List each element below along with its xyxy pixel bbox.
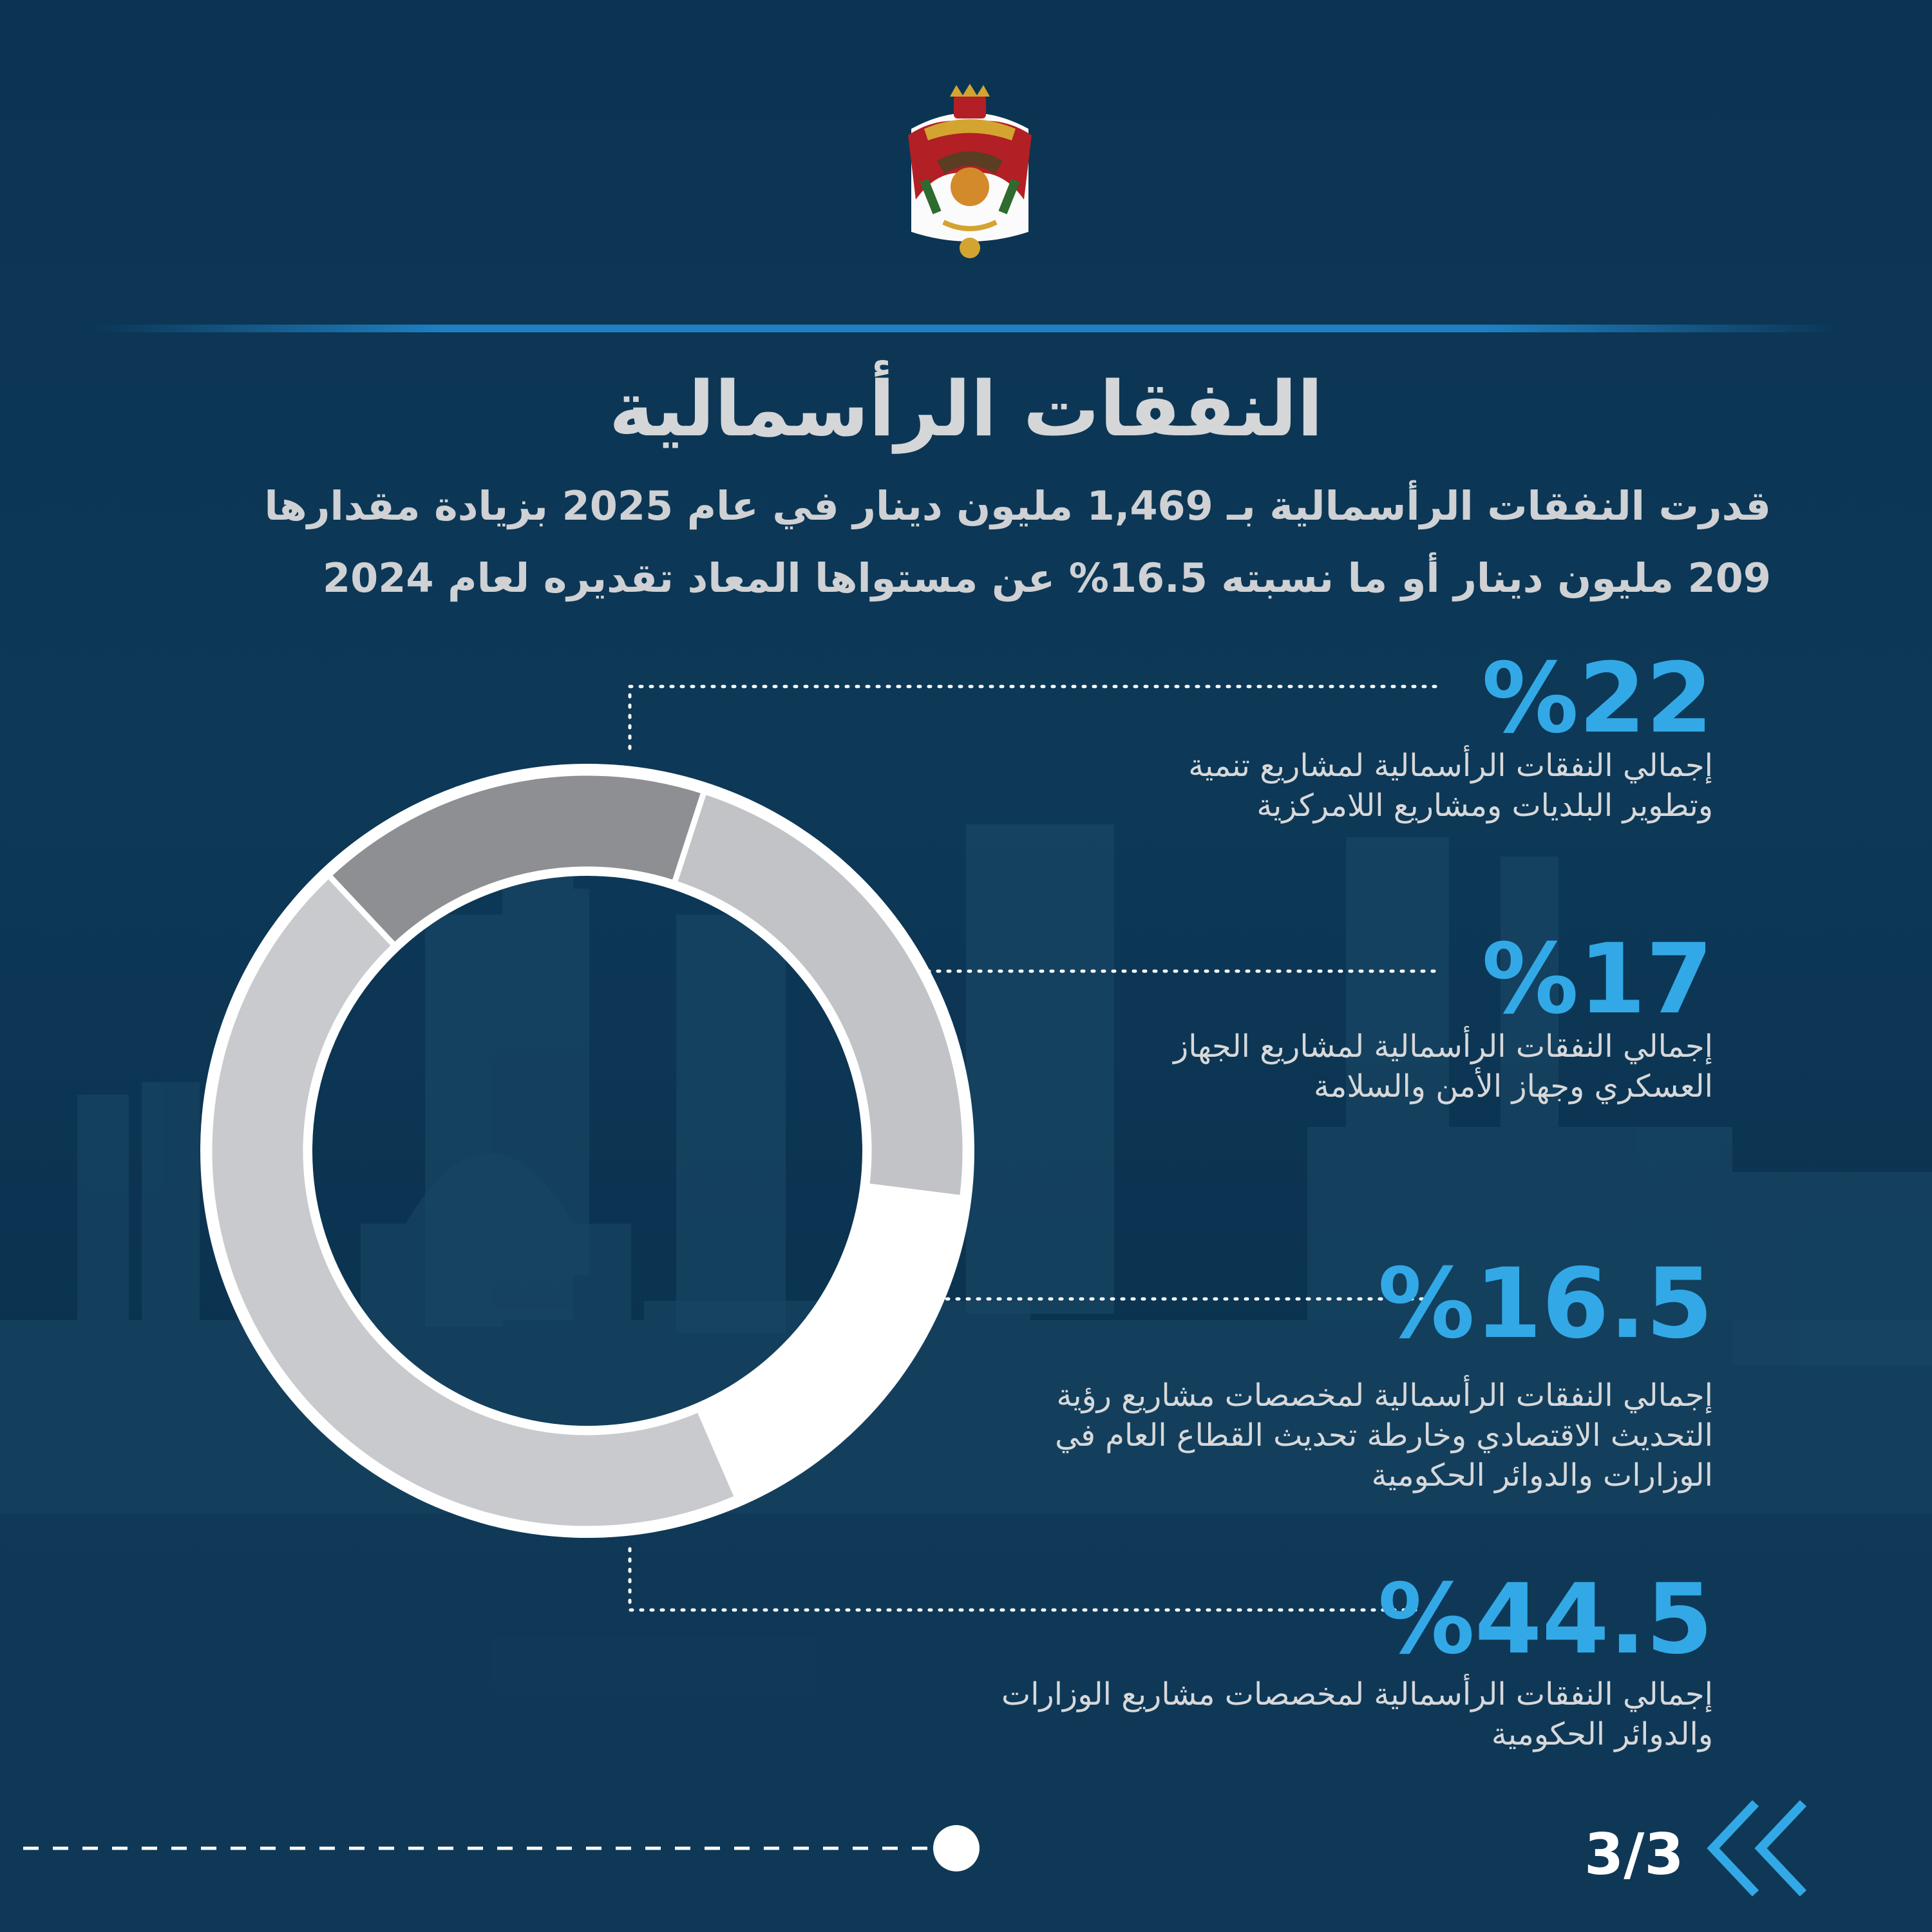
page-number: 3/3: [1584, 1821, 1684, 1888]
page-title: النفقات الرأسمالية: [609, 365, 1323, 453]
intro-line-1: قدرت النفقات الرأسمالية بـ 1,469 مليون دينار في عام 2025 بزيادة مقدارها: [264, 482, 1771, 529]
double-chevron-left-icon[interactable]: [1700, 1790, 1816, 1906]
leader-line-1: [630, 687, 1443, 748]
donut-segment-2: [328, 773, 704, 945]
leader-line-4: [630, 1549, 1423, 1610]
donut-segment-4: [209, 875, 737, 1529]
segment-2-value: %17: [1481, 923, 1713, 1036]
donut-outer-rim: [205, 769, 969, 1533]
segment-1-value: %22: [1481, 643, 1713, 755]
intro-line-2: 209 مليون دينار أو ما نسبته 16.5% عن مستواها المعاد تقديره لعام 2024: [322, 554, 1771, 601]
segment-4-description: إجمالي النفقات الرأسمالية لمخصصات مشاريع الوزارات والدوائر الحكومية: [1001, 1676, 1713, 1752]
segment-3-value: %16.5: [1378, 1248, 1713, 1360]
segment-2-description: إجمالي النفقات الرأسمالية لمشاريع الجهاز العسكري وجهاز الأمن والسلامة: [1173, 1028, 1713, 1104]
segment-1-description: إجمالي النفقات الرأسمالية لمشاريع تنمية وتطوير البلديات ومشاريع اللامركزية: [1188, 748, 1713, 824]
progress-track: [0, 1823, 1005, 1874]
donut-inner-rim: [308, 872, 866, 1430]
progress-dot: [933, 1825, 980, 1871]
segment-3-description: إجمالي النفقات الرأسمالية لمخصصات مشاريع رؤية التحديث الاقتصادي وخارطة تحديث القطاع العام في الوزارات والدوائر الحكومية: [1055, 1378, 1713, 1493]
segment-4-value: %44.5: [1378, 1564, 1713, 1676]
